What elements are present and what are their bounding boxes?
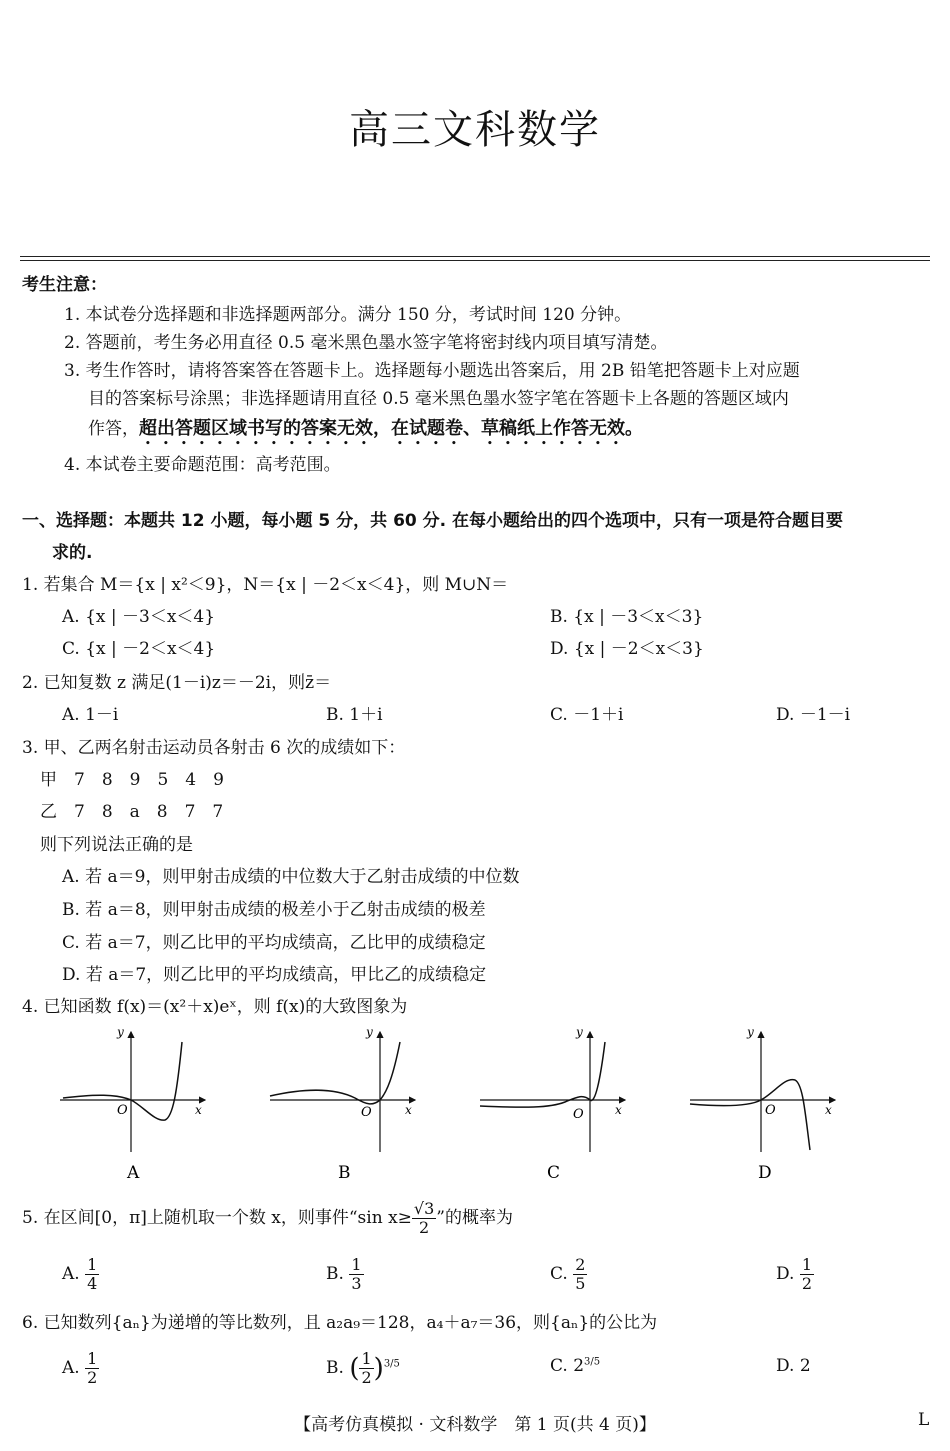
q5-stem-pre: 5. 在区间[0，π]上随机取一个数 x，则事件“sin x≥ (22, 1208, 412, 1228)
graph-b (270, 1025, 415, 1183)
graph-a-y: y (117, 1025, 124, 1039)
graph-d-x: x (825, 1103, 832, 1117)
notice-item-3-prefix: 作答， (88, 419, 139, 439)
q3-option-c: C. 若 a＝7，则乙比甲的平均成绩高，乙比甲的成绩稳定 (62, 933, 486, 953)
q1-option-d: D. {x | －2＜x＜3} (550, 639, 704, 659)
q3-option-a: A. 若 a＝9，则甲射击成绩的中位数大于乙射击成绩的中位数 (62, 867, 520, 887)
graph-a (60, 1025, 205, 1183)
header-rule (20, 256, 930, 257)
q6-option-b: B. ( $\frac{1}{2}$ )$^{3/5}$ (326, 1349, 400, 1387)
q5-frac-den: 2 (419, 1218, 430, 1237)
graph-b-origin: O (361, 1105, 372, 1120)
q3-ask: 则下列说法正确的是 (40, 835, 193, 855)
q5-option-d: D. $\frac{1}{2}$ (776, 1255, 813, 1293)
q5-option-a: A. $\frac{1}{4}$ (62, 1255, 98, 1293)
notice-item-1: 1. 本试卷分选择题和非选择题两部分。满分 150 分，考试时间 120 分钟。 (64, 305, 632, 325)
graph-b-label: B (338, 1163, 351, 1183)
section-heading: 一、选择题：本题共 12 小题，每小题 5 分，共 60 分. 在每小题给出的四个选项中，只有一项是符合题目要 (22, 511, 844, 531)
section-heading-cont: 求的. (52, 543, 93, 563)
q3-row-jia: 甲 7 8 9 5 4 9 (40, 770, 224, 790)
q5-frac-num: √3 (413, 1199, 435, 1218)
q6-option-d: D. 2 (776, 1356, 811, 1376)
graph-d (690, 1025, 835, 1183)
q6-option-a: A. $\frac{1}{2}$ (62, 1349, 98, 1387)
notice-item-3: 3. 考生作答时，请将答案答在答题卡上。选择题每小题选出答案后，用 2B 铅笔把答题卡上对应题 (64, 361, 800, 381)
notice-item-3-end (88, 414, 643, 449)
q5-stem-post: ”的概率为 (436, 1208, 513, 1228)
q2-option-b: B. 1＋i (326, 705, 383, 725)
notice-item-2: 2. 答题前，考生务必用直径 0.5 毫米黑色墨水签字笔将密封线内项目填写清楚。 (64, 333, 668, 353)
graph-b-x: x (405, 1103, 412, 1117)
graph-c-label: C (547, 1163, 561, 1183)
q5-stem-fraction (412, 1200, 436, 1237)
notice-item-3-cont: 目的答案标号涂黑；非选择题请用直径 0.5 毫米黑色墨水签字笔在答题卡上各题的答题区域内 (88, 389, 789, 409)
q3-stem: 3. 甲、乙两名射击运动员各射击 6 次的成绩如下： (22, 738, 406, 758)
graph-a-origin: O (117, 1103, 128, 1118)
footer-code: L (918, 1410, 930, 1430)
notice-heading: 考生注意： (22, 275, 107, 295)
q6-stem: 6. 已知数列{aₙ}为递增的等比数列，且 a₂a₉＝128，a₄＋a₇＝36，则{aₙ}的公比为 (22, 1313, 658, 1333)
q3-option-b: B. 若 a＝8，则甲射击成绩的极差小于乙射击成绩的极差 (62, 900, 486, 920)
graph-a-x: x (195, 1103, 202, 1117)
notice-item-4: 4. 本试卷主要命题范围：高考范围。 (64, 455, 341, 475)
q4-graphs (55, 1022, 845, 1187)
q4-stem: 4. 已知函数 f(x)＝(x²＋x)eˣ，则 f(x)的大致图象为 (22, 997, 408, 1017)
q3-option-d: D. 若 a＝7，则乙比甲的平均成绩高，甲比乙的成绩稳定 (62, 965, 487, 985)
q1-option-a: A. {x | －3＜x＜4} (62, 607, 216, 627)
graph-c-y: y (576, 1025, 583, 1039)
q1-option-b: B. {x | －3＜x＜3} (550, 607, 704, 627)
q2-stem: 2. 已知复数 z 满足(1－i)z＝－2i，则z̄＝ (22, 673, 332, 693)
graph-d-y: y (747, 1025, 754, 1039)
graph-d-origin: O (765, 1103, 776, 1118)
q5-stem (22, 1200, 513, 1237)
q6-c-exponent: 3/5 (584, 1356, 601, 1368)
q2-option-a: A. 1－i (62, 705, 119, 725)
q5-option-c: C. $\frac{2}{5}$ (550, 1255, 586, 1293)
q6-b-exponent: 3/5 (383, 1358, 400, 1370)
q2-option-d: D. －1－i (776, 705, 851, 725)
q2-option-c: C. －1＋i (550, 705, 624, 725)
header-rule-thin (20, 260, 930, 261)
graph-d-label: D (758, 1163, 772, 1183)
graph-b-y: y (366, 1025, 373, 1039)
q5-option-b: B. $\frac{1}{3}$ (326, 1255, 362, 1293)
q6-option-c: C. $2^{3/5}$ (550, 1356, 601, 1376)
q1-stem: 1. 若集合 M＝{x | x²＜9}，N＝{x | －2＜x＜4}，则 M∪N＝ (22, 575, 509, 595)
graph-c-origin: O (573, 1107, 584, 1122)
graph-a-label: A (127, 1163, 140, 1183)
page-footer: 【高考仿真模拟 · 文科数学 第 1 页(共 4 页)】 (294, 1415, 656, 1435)
notice-emphasis: 超出答题区域书写的答案无效，在试题卷、草稿纸上作答无效。 (139, 418, 643, 439)
q1-option-c: C. {x | －2＜x＜4} (62, 639, 216, 659)
q3-row-yi: 乙 7 8 a 8 7 7 (40, 802, 224, 822)
graph-c (480, 1025, 625, 1183)
graph-c-x: x (615, 1103, 622, 1117)
page-title: 高三文科数学 (349, 107, 601, 153)
